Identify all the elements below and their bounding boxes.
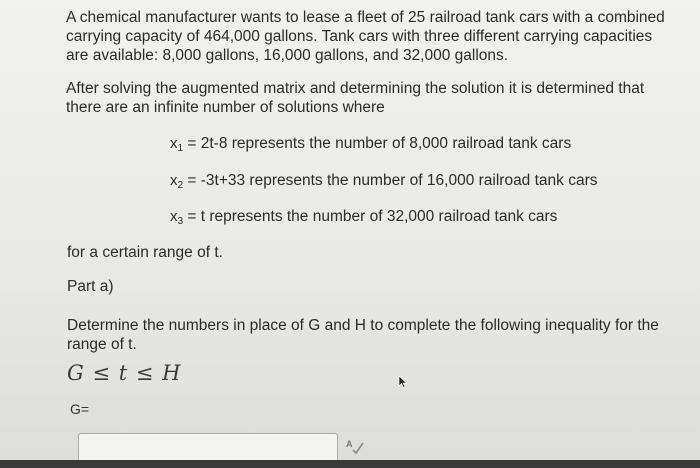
problem-intro: A chemical manufacturer wants to lease a fleet of 25 railroad tank cars with a combined carrying capacity of 464,000 gallons. Tank cars with three different carrying capacities are available: 8,000 gallons, 16,000 gallons, and 32,000 gallons. bbox=[66, 9, 665, 64]
mouse-pointer-icon bbox=[398, 376, 408, 388]
svg-text:A: A bbox=[346, 439, 353, 449]
equation-x2-var: x bbox=[170, 172, 178, 189]
equation-x3-sub: 3 bbox=[177, 216, 184, 227]
inequality-expression: G ≤ t ≤ H bbox=[67, 361, 182, 385]
range-text: for a certain range of t. bbox=[67, 244, 223, 261]
equation-x3-var: x bbox=[170, 208, 178, 225]
equation-x2-sub: 2 bbox=[177, 180, 184, 191]
equation-x1-var: x bbox=[170, 135, 178, 152]
bottom-edge-shadow bbox=[0, 460, 700, 468]
equation-x2-expr: = -3t+33 represents the number of 16,000 railroad tank cars bbox=[183, 172, 598, 189]
equation-x1 bbox=[170, 134, 571, 158]
equation-x2 bbox=[170, 171, 598, 195]
equation-x1-expr: = 2t-8 represents the number of 8,000 railroad tank cars bbox=[183, 135, 572, 152]
equation-x1-sub: 1 bbox=[177, 143, 184, 154]
part-a-instruction: Determine the numbers in place of G and H to complete the following inequality for the range of t. bbox=[67, 317, 659, 353]
problem-solution-statement: After solving the augmented matrix and determining the solution it is determined that there are an infinite number of solutions where bbox=[66, 80, 645, 116]
part-a-label: Part a) bbox=[67, 278, 114, 295]
equation-x3 bbox=[170, 207, 557, 231]
equation-x3-expr: = t represents the number of 32,000 railroad tank cars bbox=[183, 208, 558, 225]
g-label: G= bbox=[70, 401, 90, 417]
spell-check-icon[interactable] bbox=[345, 436, 365, 456]
